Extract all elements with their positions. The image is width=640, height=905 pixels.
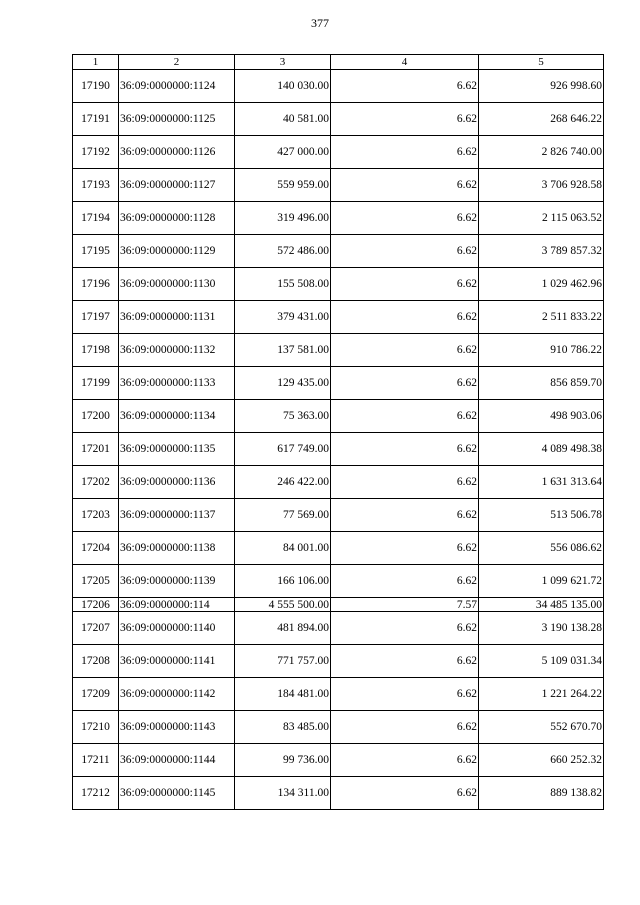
area-cell: 4 555 500.00 (235, 598, 331, 612)
cadastral-number: 36:09:0000000:114 (119, 598, 235, 612)
area-cell: 77 569.00 (235, 499, 331, 532)
cadastral-number: 36:09:0000000:1144 (119, 744, 235, 777)
value-cell: 556 086.62 (479, 532, 604, 565)
rate-cell: 6.62 (331, 565, 479, 598)
cadastral-number: 36:09:0000000:1133 (119, 367, 235, 400)
table-row (73, 301, 604, 334)
cadastral-number: 36:09:0000000:1124 (119, 70, 235, 103)
row-number: 17195 (73, 235, 119, 268)
value-cell: 1 099 621.72 (479, 565, 604, 598)
row-number: 17204 (73, 532, 119, 565)
row-number: 17192 (73, 136, 119, 169)
area-cell: 379 431.00 (235, 301, 331, 334)
value-cell: 1 221 264.22 (479, 678, 604, 711)
page-number: 377 (311, 16, 329, 30)
cadastral-number: 36:09:0000000:1131 (119, 301, 235, 334)
row-number: 17211 (73, 744, 119, 777)
registry-table (72, 54, 604, 810)
table-row (73, 777, 604, 810)
area-cell: 75 363.00 (235, 400, 331, 433)
value-cell: 3 190 138.28 (479, 612, 604, 645)
value-cell: 1 029 462.96 (479, 268, 604, 301)
cadastral-number: 36:09:0000000:1138 (119, 532, 235, 565)
table-row (73, 565, 604, 598)
table-row (73, 433, 604, 466)
row-number: 17198 (73, 334, 119, 367)
row-number: 17210 (73, 711, 119, 744)
area-cell: 155 508.00 (235, 268, 331, 301)
value-cell: 926 998.60 (479, 70, 604, 103)
table-row (73, 367, 604, 400)
area-cell: 617 749.00 (235, 433, 331, 466)
row-number: 17201 (73, 433, 119, 466)
table-row (73, 136, 604, 169)
table-row (73, 334, 604, 367)
cadastral-number: 36:09:0000000:1142 (119, 678, 235, 711)
cadastral-number: 36:09:0000000:1134 (119, 400, 235, 433)
header-row (73, 55, 604, 70)
rate-cell: 6.62 (331, 202, 479, 235)
row-number: 17212 (73, 777, 119, 810)
table-row (73, 400, 604, 433)
row-number: 17203 (73, 499, 119, 532)
cadastral-number: 36:09:0000000:1129 (119, 235, 235, 268)
value-cell: 3 789 857.32 (479, 235, 604, 268)
cadastral-number: 36:09:0000000:1130 (119, 268, 235, 301)
value-cell: 2 511 833.22 (479, 301, 604, 334)
rate-cell: 6.62 (331, 433, 479, 466)
table-body (73, 70, 604, 810)
area-cell: 129 435.00 (235, 367, 331, 400)
row-number: 17196 (73, 268, 119, 301)
column-header: 2 (119, 55, 235, 70)
table-row (73, 744, 604, 777)
value-cell: 4 089 498.38 (479, 433, 604, 466)
area-cell: 246 422.00 (235, 466, 331, 499)
area-cell: 771 757.00 (235, 645, 331, 678)
table-row (73, 711, 604, 744)
area-cell: 84 001.00 (235, 532, 331, 565)
rate-cell: 6.62 (331, 367, 479, 400)
rate-cell: 6.62 (331, 103, 479, 136)
area-cell: 481 894.00 (235, 612, 331, 645)
cadastral-number: 36:09:0000000:1136 (119, 466, 235, 499)
rate-cell: 7.57 (331, 598, 479, 612)
table-row (73, 202, 604, 235)
row-number: 17190 (73, 70, 119, 103)
cadastral-number: 36:09:0000000:1145 (119, 777, 235, 810)
row-number: 17206 (73, 598, 119, 612)
rate-cell: 6.62 (331, 70, 479, 103)
value-cell: 3 706 928.58 (479, 169, 604, 202)
table-row (73, 612, 604, 645)
cadastral-number: 36:09:0000000:1125 (119, 103, 235, 136)
row-number: 17200 (73, 400, 119, 433)
rate-cell: 6.62 (331, 466, 479, 499)
area-cell: 572 486.00 (235, 235, 331, 268)
cadastral-number: 36:09:0000000:1135 (119, 433, 235, 466)
area-cell: 559 959.00 (235, 169, 331, 202)
row-number: 17209 (73, 678, 119, 711)
row-number: 17199 (73, 367, 119, 400)
table-row (73, 70, 604, 103)
area-cell: 137 581.00 (235, 334, 331, 367)
row-number: 17208 (73, 645, 119, 678)
table-row (73, 169, 604, 202)
table-row (73, 103, 604, 136)
cadastral-number: 36:09:0000000:1143 (119, 711, 235, 744)
rate-cell: 6.62 (331, 136, 479, 169)
rate-cell: 6.62 (331, 235, 479, 268)
area-cell: 319 496.00 (235, 202, 331, 235)
value-cell: 513 506.78 (479, 499, 604, 532)
cadastral-number: 36:09:0000000:1137 (119, 499, 235, 532)
value-cell: 498 903.06 (479, 400, 604, 433)
value-cell: 268 646.22 (479, 103, 604, 136)
area-cell: 140 030.00 (235, 70, 331, 103)
rate-cell: 6.62 (331, 334, 479, 367)
row-number: 17207 (73, 612, 119, 645)
table-row (73, 645, 604, 678)
column-header: 3 (235, 55, 331, 70)
rate-cell: 6.62 (331, 711, 479, 744)
area-cell: 134 311.00 (235, 777, 331, 810)
column-header: 4 (331, 55, 479, 70)
cadastral-number: 36:09:0000000:1140 (119, 612, 235, 645)
table-row (73, 678, 604, 711)
value-cell: 34 485 135.00 (479, 598, 604, 612)
table-row (73, 268, 604, 301)
row-number: 17205 (73, 565, 119, 598)
rate-cell: 6.62 (331, 301, 479, 334)
row-number: 17191 (73, 103, 119, 136)
column-header: 1 (73, 55, 119, 70)
cadastral-number: 36:09:0000000:1139 (119, 565, 235, 598)
rate-cell: 6.62 (331, 169, 479, 202)
value-cell: 5 109 031.34 (479, 645, 604, 678)
column-header: 5 (479, 55, 604, 70)
value-cell: 660 252.32 (479, 744, 604, 777)
table-row (73, 235, 604, 268)
value-cell: 552 670.70 (479, 711, 604, 744)
table-row (73, 499, 604, 532)
rate-cell: 6.62 (331, 532, 479, 565)
cadastral-number: 36:09:0000000:1141 (119, 645, 235, 678)
rate-cell: 6.62 (331, 645, 479, 678)
row-number: 17194 (73, 202, 119, 235)
cadastral-number: 36:09:0000000:1126 (119, 136, 235, 169)
row-number: 17197 (73, 301, 119, 334)
rate-cell: 6.62 (331, 268, 479, 301)
area-cell: 184 481.00 (235, 678, 331, 711)
table-row (73, 466, 604, 499)
cadastral-number: 36:09:0000000:1128 (119, 202, 235, 235)
value-cell: 910 786.22 (479, 334, 604, 367)
row-number: 17202 (73, 466, 119, 499)
rate-cell: 6.62 (331, 678, 479, 711)
value-cell: 889 138.82 (479, 777, 604, 810)
cadastral-number: 36:09:0000000:1127 (119, 169, 235, 202)
rate-cell: 6.62 (331, 612, 479, 645)
rate-cell: 6.62 (331, 499, 479, 532)
table-row (73, 598, 604, 612)
area-cell: 40 581.00 (235, 103, 331, 136)
value-cell: 1 631 313.64 (479, 466, 604, 499)
area-cell: 99 736.00 (235, 744, 331, 777)
value-cell: 856 859.70 (479, 367, 604, 400)
row-number: 17193 (73, 169, 119, 202)
rate-cell: 6.62 (331, 744, 479, 777)
rate-cell: 6.62 (331, 777, 479, 810)
value-cell: 2 115 063.52 (479, 202, 604, 235)
area-cell: 83 485.00 (235, 711, 331, 744)
cadastral-number: 36:09:0000000:1132 (119, 334, 235, 367)
area-cell: 427 000.00 (235, 136, 331, 169)
area-cell: 166 106.00 (235, 565, 331, 598)
rate-cell: 6.62 (331, 400, 479, 433)
value-cell: 2 826 740.00 (479, 136, 604, 169)
table-row (73, 532, 604, 565)
